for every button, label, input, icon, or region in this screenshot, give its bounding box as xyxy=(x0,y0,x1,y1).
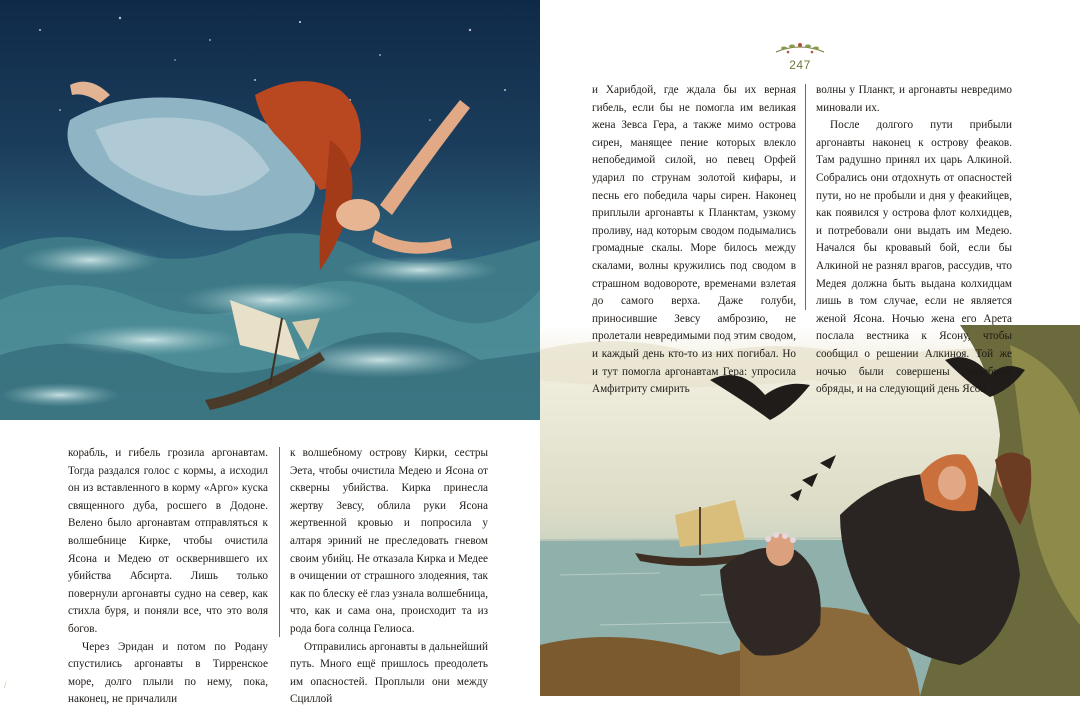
paragraph: корабль, и гибель грозила аргонавтам. Тогда раздался голос с кормы, а исходил он из вставленного в корму «Арго» куска священного дуба, росшего в Додоне. Велено было аргонавтам отправляться к волшебнице Кирке, чтобы очистила Ясона и Медею от осквернившего их убийства Абсирта. Лишь только повернули аргонавты судно на север, как стихла буря, и поняли все, что это воля богов. xyxy=(68,447,268,635)
paragraph: Отправились аргонавты в дальнейший путь. Много ещё пришлось преодолеть им опасностей. Проплыли они между Сциллой xyxy=(290,640,488,706)
right-page-column-1 xyxy=(592,82,796,396)
column-divider xyxy=(805,84,806,310)
left-page-column-2 xyxy=(290,445,488,706)
column-divider xyxy=(279,447,280,637)
paragraph: волны у Планкт, и аргонавты невредимо миновали их. xyxy=(816,84,1012,114)
corner-mark: / xyxy=(4,680,7,690)
paragraph: После долгого пути прибыли аргонавты наконец к острову феаков. Там радушно принял их царь Алкиной. Собрались они отдохнуть от опасностей пути, но не пробыли и дня у феакийцев, как появился у острова флот колхидцев, и потребовали они выдать им Медею. Начался бы кровавый бой, если бы Алкиной не разнял врагов, рассудив, что Медея должна быть выдана колхидцам лишь в том случае, если не является женой Ясона. Ночью жена его Арета послала вестника к Ясону, чтобы сообщил о решении Алкиноя. Той же ночью были совершены свадебные обряды, и на следующий день Ясон xyxy=(816,119,1012,396)
paragraph: к волшебному острову Кирки, сестры Эета, чтобы очистила Медею и Ясона от скверны убийства. Кирка принесла жертву Зевсу, облила руки Ясона жертвенной кровью и попросила у алтаря эриний не преследовать гневом своим убийц. Не отказала Кирка и Медее в очищении от страшного злодеяния, так как по блеску её глаз узнала волшебница, что, как и сама она, происходит та из рода бога солнца Гелиоса. xyxy=(290,447,488,635)
paragraph: и Харибдой, где ждала бы их верная гибель, если бы не помогла им великая жена Зевса Гера, а также мимо острова сирен, манящее пение которых влекло непобедимой силой, но певец Орфей ударил по струнам золотой кифары, и песнь его победила чары сирен. Наконец приплыли аргонавты к Планктам, узкому проливу, над которым сводом подымались громадные скалы. Море билось между скалами, волны кружились под сводом в страшном водовороте, временами взлетая до самого верха. Даже голуби, приносившие Зевсу амброзию, не пролетали невредимыми под этим сводом, и каждый день кто-то из них погибал. Но и тут помогла аргонавтам Гера: упросила Амфитриту смирить xyxy=(592,84,796,396)
floral-ornament-icon xyxy=(772,40,828,60)
illustration-flying-goddess xyxy=(0,0,540,420)
paragraph: Через Эридан и потом по Родану спустились аргонавты в Тирренское море, долго плыли по нему, пока, наконец, не причалили xyxy=(68,640,268,706)
page-number: 247 xyxy=(789,58,811,72)
right-page-column-2 xyxy=(816,82,1012,396)
left-page-column-1 xyxy=(68,445,268,706)
